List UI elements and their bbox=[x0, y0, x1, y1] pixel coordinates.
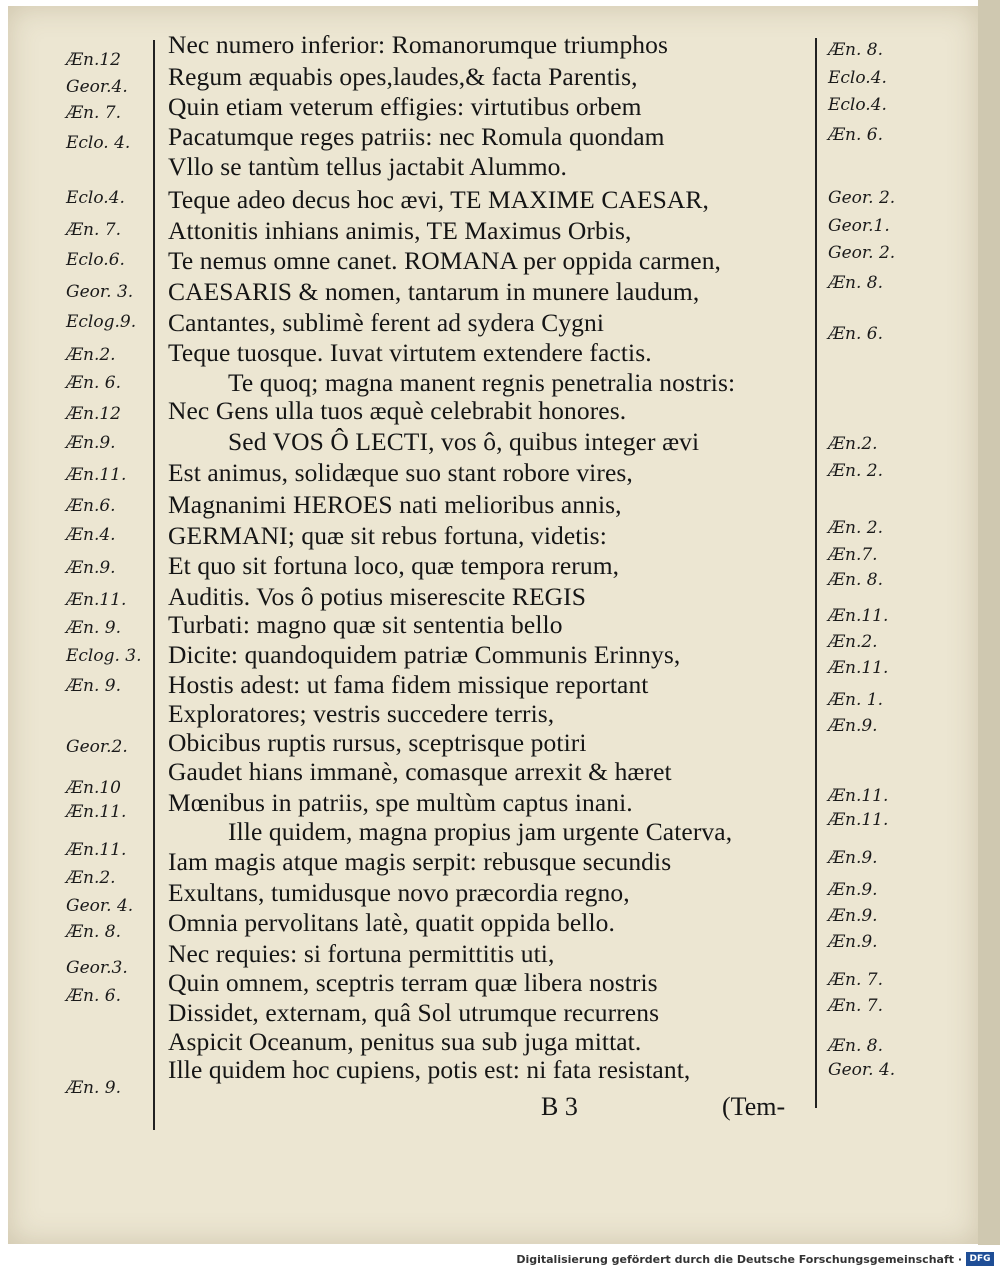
verse-line: Aspicit Oceanum, penitus sua sub juga mittat. bbox=[168, 1027, 642, 1056]
verse-line: Ille quidem, magna propius jam urgente Caterva, bbox=[228, 817, 733, 846]
right-note: Geor.1. bbox=[828, 216, 890, 236]
right-note: Æn. 7. bbox=[828, 970, 883, 990]
left-note: Eclo.4. bbox=[66, 188, 125, 208]
left-note: Æn.12 bbox=[66, 404, 122, 424]
left-note: Æn.9. bbox=[66, 433, 116, 453]
right-note: Æn. 8. bbox=[828, 570, 883, 590]
verse-line: Nec requies: si fortuna permittitis uti, bbox=[168, 939, 555, 968]
verse-line: Attonitis inhians animis, TE Maximus Orbis, bbox=[168, 216, 632, 245]
verse-line: Hostis adest: ut fama fidem missique reportant bbox=[168, 670, 649, 699]
right-note: Æn.11. bbox=[828, 786, 889, 806]
verse-line: Nec Gens ulla tuos æquè celebrabit honores. bbox=[168, 396, 627, 425]
left-note: Æn.11. bbox=[66, 840, 127, 860]
right-note: Æn.9. bbox=[828, 880, 878, 900]
left-note: Æn. 6. bbox=[66, 986, 121, 1006]
right-note: Æn.11. bbox=[828, 658, 889, 678]
left-note: Eclo. 4. bbox=[66, 133, 131, 153]
verse-line: Te quoq; magna manent regnis penetralia nostris: bbox=[228, 368, 736, 397]
right-note: Æn.2. bbox=[828, 632, 878, 652]
left-note: Æn. 6. bbox=[66, 373, 121, 393]
left-note: Eclog. 3. bbox=[66, 646, 142, 666]
verse-line: Quin omnem, sceptris terram quæ libera nostris bbox=[168, 968, 658, 997]
right-note: Æn. 8. bbox=[828, 1036, 883, 1056]
verse-line: Obicibus ruptis rursus, sceptrisque potiri bbox=[168, 728, 587, 757]
left-note: Æn.11. bbox=[66, 465, 127, 485]
left-note: Geor. 3. bbox=[66, 282, 134, 302]
verse-line: Te nemus omne canet. ROMANA per oppida carmen, bbox=[168, 246, 722, 275]
verse-line: Nec numero inferior: Romanorumque triumphos bbox=[168, 30, 669, 59]
left-note: Eclo.6. bbox=[66, 250, 125, 270]
verse-line: Pacatumque reges patriis: nec Romula quondam bbox=[168, 122, 665, 151]
left-note: Eclog.9. bbox=[66, 312, 137, 332]
right-note: Æn. 8. bbox=[828, 40, 883, 60]
right-note: Æn.11. bbox=[828, 606, 889, 626]
right-note: Eclo.4. bbox=[828, 68, 887, 88]
verse-line: Omnia pervolitans latè, quatit oppida bello. bbox=[168, 908, 616, 937]
right-note: Æn.11. bbox=[828, 810, 889, 830]
left-note: Æn.2. bbox=[66, 345, 116, 365]
left-note: Æn. 7. bbox=[66, 103, 121, 123]
left-note: Æn. 9. bbox=[66, 676, 121, 696]
right-note: Geor. 2. bbox=[828, 243, 896, 263]
verse-line: Auditis. Vos ô potius miserescite REGIS bbox=[168, 582, 587, 611]
verse-line: Exultans, tumidusque novo præcordia regno, bbox=[168, 878, 630, 907]
left-note: Æn. 9. bbox=[66, 618, 121, 638]
verse-line: Turbati: magno quæ sit sententia bello bbox=[168, 610, 563, 639]
right-note: Æn.7. bbox=[828, 545, 878, 565]
left-note: Geor. 4. bbox=[66, 896, 134, 916]
footer bbox=[0, 1247, 1000, 1273]
verse-line: Iam magis atque magis serpit: rebusque secundis bbox=[168, 847, 672, 876]
catchword: (Tem- bbox=[722, 1092, 786, 1121]
right-note: Æn. 2. bbox=[828, 518, 883, 538]
right-note: Eclo.4. bbox=[828, 95, 887, 115]
left-note: Æn.9. bbox=[66, 558, 116, 578]
right-note: Æn.9. bbox=[828, 932, 878, 952]
dfg-logo: DFG bbox=[966, 1252, 994, 1266]
verse-line: Dicite: quandoquidem patriæ Communis Erinnys, bbox=[168, 640, 681, 669]
right-note: Æn.2. bbox=[828, 434, 878, 454]
verse-line: Magnanimi HEROES nati melioribus annis, bbox=[168, 490, 622, 519]
verse-line: Exploratores; vestris succedere terris, bbox=[168, 699, 555, 728]
left-note: Æn.10 bbox=[66, 778, 122, 798]
right-note: Geor. 2. bbox=[828, 188, 896, 208]
verse-line: Vllo se tantùm tellus jactabit Alummo. bbox=[168, 152, 567, 181]
verse-line: Est animus, solidæque suo stant robore vires, bbox=[168, 458, 633, 487]
right-note: Geor. 4. bbox=[828, 1060, 896, 1080]
verse-line: GERMANI; quæ sit rebus fortuna, videtis: bbox=[168, 521, 607, 550]
right-note: Æn. 2. bbox=[828, 461, 883, 481]
right-note: Æn. 1. bbox=[828, 690, 883, 710]
left-note: Geor.3. bbox=[66, 958, 128, 978]
right-note: Æn.9. bbox=[828, 906, 878, 926]
verse-line: Gaudet hians immanè, comasque arrexit & hæret bbox=[168, 757, 672, 786]
left-note: Æn.4. bbox=[66, 525, 116, 545]
left-note: Æn. 8. bbox=[66, 922, 121, 942]
left-note: Æn. 7. bbox=[66, 220, 121, 240]
right-note: Æn.9. bbox=[828, 848, 878, 868]
verse-line: Ille quidem hoc cupiens, potis est: ni fata resistant, bbox=[168, 1055, 691, 1084]
left-note: Æn.12 bbox=[66, 50, 122, 70]
verse-line: Sed VOS Ô LECTI, vos ô, quibus integer ævi bbox=[228, 427, 700, 456]
verse-line: CAESARIS & nomen, tantarum in munere laudum, bbox=[168, 277, 700, 306]
left-note: Æn.2. bbox=[66, 868, 116, 888]
verse-line: Cantantes, sublimè ferent ad sydera Cygni bbox=[168, 308, 605, 337]
left-note: Æn.11. bbox=[66, 802, 127, 822]
right-note: Æn. 6. bbox=[828, 125, 883, 145]
verse-line: Dissidet, externam, quâ Sol utrumque recurrens bbox=[168, 998, 660, 1027]
left-note: Geor.4. bbox=[66, 77, 128, 97]
right-note: Æn.9. bbox=[828, 716, 878, 736]
verse-line: Quin etiam veterum effigies: virtutibus orbem bbox=[168, 92, 642, 121]
left-note: Geor.2. bbox=[66, 737, 128, 757]
footer-credit: Digitalisierung gefördert durch die Deutsche Forschungsgemeinschaft · bbox=[516, 1253, 962, 1266]
verse-line: Regum æquabis opes,laudes,& facta Parentis, bbox=[168, 62, 638, 91]
right-note: Æn. 7. bbox=[828, 996, 883, 1016]
verse-line: Teque tuosque. Iuvat virtutem extendere factis. bbox=[168, 338, 652, 367]
signature-mark: B 3 bbox=[541, 1092, 578, 1121]
left-note: Æn. 9. bbox=[66, 1078, 121, 1098]
left-note: Æn.11. bbox=[66, 590, 127, 610]
right-note: Æn. 8. bbox=[828, 273, 883, 293]
verse-line: Teque adeo decus hoc ævi, TE MAXIME CAESAR, bbox=[168, 185, 710, 214]
left-note: Æn.6. bbox=[66, 496, 116, 516]
right-note: Æn. 6. bbox=[828, 324, 883, 344]
verse-line: Mœnibus in patriis, spe multùm captus inani. bbox=[168, 788, 633, 817]
verse-line: Et quo sit fortuna loco, quæ tempora rerum, bbox=[168, 551, 620, 580]
